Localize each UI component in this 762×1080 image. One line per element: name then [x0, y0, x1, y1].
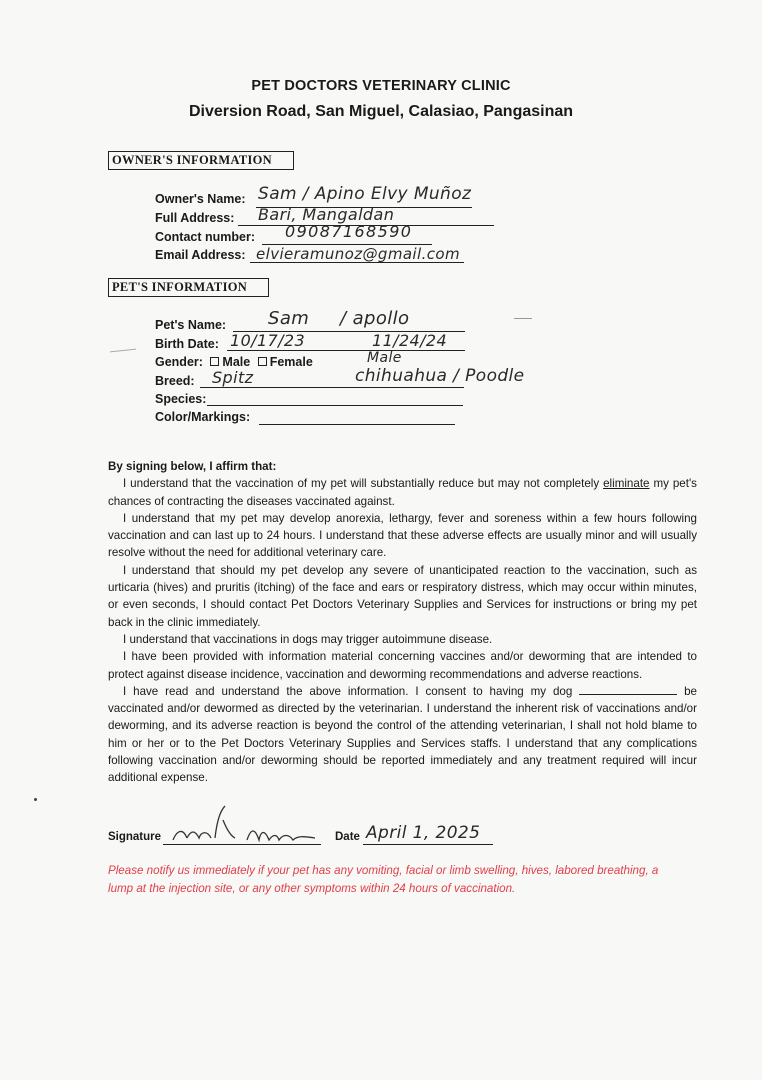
- gender-row: [155, 355, 313, 369]
- affirmation-paragraph-4: I understand that vaccinations in dogs may trigger autoimmune disease.: [123, 632, 493, 646]
- full-address-label: Full Address:: [155, 211, 235, 225]
- birth-date-line: [227, 350, 465, 351]
- birth-date-value-2[interactable]: 11/24/24: [372, 331, 448, 350]
- clinic-address: Diversion Road, San Miguel, Calasiao, Pangasinan: [188, 103, 574, 120]
- female-checkbox[interactable]: [258, 357, 267, 366]
- pet-name-value-1[interactable]: Sam: [268, 308, 310, 329]
- email-address-value[interactable]: elvieramunoz@gmail.com: [256, 245, 460, 263]
- male-checkbox[interactable]: [210, 357, 219, 366]
- owner-section-title: OWNER'S INFORMATION: [108, 151, 294, 170]
- affirmation-paragraph-5: I have been provided with information material concerning vaccines and/or deworming that are intended to protect against disease incidence, vaccination and deworming recommendations and adverse reactions.: [108, 650, 697, 681]
- breed-line: [200, 387, 464, 388]
- pet-section-title: PET'S INFORMATION: [108, 278, 269, 297]
- contact-number-value[interactable]: 09087168590: [285, 222, 413, 241]
- affirmation-paragraph-2: I understand that my pet may develop anorexia, lethargy, fever and soreness within a few hours following vaccination and can last up to 24 hours. I understand that these adverse effects are usually minor and will usually resolve without the need for additional veterinary care.: [108, 511, 697, 560]
- affirmation-paragraph-1: I understand that the vaccination of my pet will substantially reduce but may not completely eliminate my pet's chances of contracting the diseases vaccinated against.: [108, 477, 697, 508]
- vaccination-notice: Please notify us immediately if your pet has any vomiting, facial or limb swelling, hives, labored breathing, a lump at the injection site, or any other symptoms within 24 hours of vaccination.: [108, 864, 659, 895]
- handwritten-signature[interactable]: [165, 800, 325, 850]
- pet-name-value-2[interactable]: / apollo: [340, 308, 410, 329]
- dog-name-blank[interactable]: [579, 684, 677, 695]
- date-value[interactable]: April 1, 2025: [366, 823, 481, 843]
- color-markings-label: Color/Markings:: [155, 410, 251, 424]
- affirmation-intro: By signing below, I affirm that:: [108, 460, 277, 473]
- species-label: Species:: [155, 392, 207, 406]
- affirmation-paragraph-3: I understand that should my pet develop any severe of unanticipated reaction to the vaccination, such as urticaria (hives) and pruritis (itching) of the face and ears or respiratory distress, which may occur within minutes, or even seconds, I should contact Pet Doctors Veterinary Supplies and Services for instructions or bring my pet back in the clinic immediately.: [108, 563, 697, 629]
- gender-label: Gender:: [155, 355, 203, 369]
- signature-label: Signature: [108, 831, 162, 843]
- gender-male-option: Male: [222, 355, 251, 369]
- owner-name-value[interactable]: Sam / Apino Elvy Muñoz: [258, 184, 472, 204]
- email-address-label: Email Address:: [155, 248, 246, 262]
- gender-value[interactable]: Male: [367, 350, 402, 366]
- breed-value-1[interactable]: Spitz: [212, 368, 254, 387]
- date-label: Date: [335, 831, 360, 843]
- stray-dash-mark: [514, 318, 532, 319]
- affirmation-paragraph-6: I have read and understand the above information. I consent to having my dog be vaccinated and/or dewormed as directed by the veterinarian. I understand the inherent risk of vaccinations and/or deworming, and its adverse reaction is beyond the control of the attending veterinarian, I shall not hold blame to him or her or to the Pet Doctors Veterinary Supplies and Services staffs. I understand that any complications following vaccination and/or deworming should be reported immediately and any treatment required will incur additional expense.: [108, 684, 697, 785]
- gender-female-option: Female: [269, 355, 313, 369]
- breed-value-2[interactable]: chihuahua / Poodle: [355, 366, 525, 386]
- species-line: [207, 405, 463, 406]
- birth-date-value-1[interactable]: 10/17/23: [230, 331, 306, 350]
- affirmation-text: [108, 458, 697, 787]
- breed-label: Breed:: [155, 374, 195, 388]
- clinic-name: PET DOCTORS VETERINARY CLINIC: [251, 78, 511, 94]
- full-address-value[interactable]: Bari, Mangaldan: [258, 205, 395, 224]
- birth-date-label: Birth Date:: [155, 337, 219, 351]
- pet-name-label: Pet's Name:: [155, 318, 227, 332]
- color-markings-line: [259, 424, 455, 425]
- stray-dot: [34, 798, 37, 801]
- stray-arrow-mark: [110, 349, 136, 353]
- date-line: [363, 844, 493, 845]
- eliminate-underlined: eliminate: [603, 477, 650, 491]
- owner-name-label: Owner's Name:: [155, 192, 246, 206]
- contact-number-label: Contact number:: [155, 230, 255, 244]
